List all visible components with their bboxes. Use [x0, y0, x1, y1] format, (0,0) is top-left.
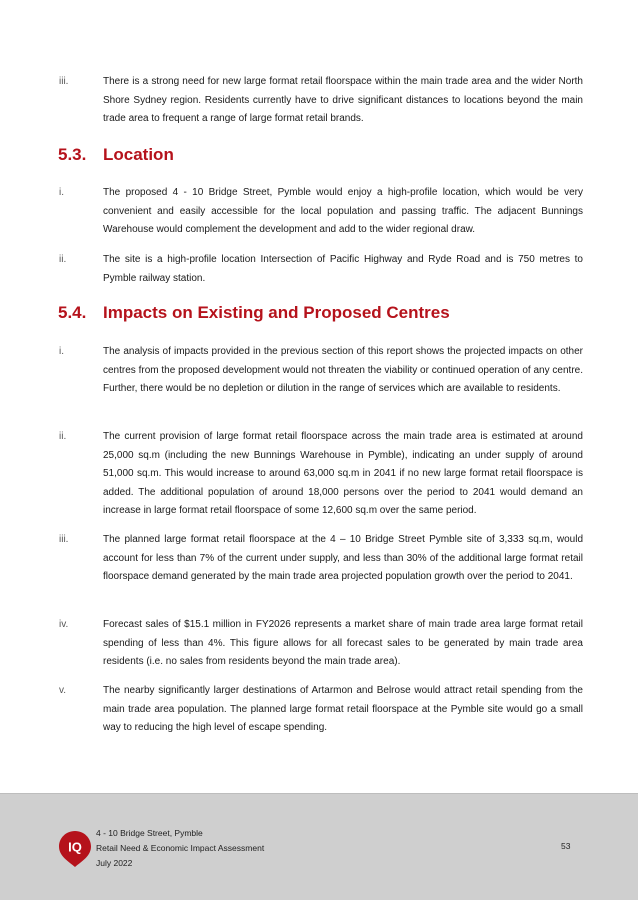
list-item	[58, 343, 583, 399]
section-title: Impacts on Existing and Proposed Centres	[103, 303, 450, 322]
item-text: The analysis of impacts provided in the previous section of this report shows the projected impacts on other centres from the proposed development would not threaten the viability or continued operation of any centre. Further, there would be no depletion or dilution in the range of services which are available to residents.	[103, 346, 583, 394]
item-number: ii.	[59, 431, 67, 442]
list-item	[58, 73, 583, 129]
logo-text: IQ	[68, 839, 82, 855]
section-title: Location	[103, 145, 174, 164]
item-number: i.	[59, 346, 64, 357]
item-text: The site is a high-profile location Intersection of Pacific Highway and Ryde Road and is 750 metres to Pymble railway station.	[103, 254, 583, 284]
page-number: 53	[561, 841, 571, 851]
item-text: The nearby significantly larger destinations of Artarmon and Belrose would attract retail spending from the main trade area population. The planned large format retail floorspace at the Pymble site would go a small way to reducing the high level of escape spending.	[103, 685, 583, 733]
list-item	[58, 616, 583, 672]
item-number: ii.	[59, 254, 67, 265]
item-number: iii.	[59, 534, 69, 545]
item-text: The planned large format retail floorspace at the 4 – 10 Bridge Street Pymble site of 3,333 sq.m, would account for less than 7% of the current under supply, and less than 30% of the additional large format retail floorspace demand generated by the main trade area projected population growth over the period to 2041.	[103, 534, 583, 582]
section-heading-location	[58, 145, 174, 165]
item-number: iii.	[59, 76, 69, 87]
item-number: v.	[59, 685, 67, 696]
list-item	[58, 251, 583, 288]
list-item	[58, 682, 583, 738]
list-item	[58, 428, 583, 521]
list-item	[58, 531, 583, 587]
footer-address: 4 - 10 Bridge Street, Pymble	[96, 828, 203, 838]
item-text: There is a strong need for new large format retail floorspace within the main trade area and the wider North Shore Sydney region. Residents currently have to drive significant distances to locations beyond the main trade area to frequent a range of large format retail brands.	[103, 76, 583, 124]
footer-divider	[0, 793, 638, 794]
item-number: iv.	[59, 619, 69, 630]
item-text: The current provision of large format retail floorspace across the main trade area is estimated at around 25,000 sq.m (including the new Bunnings Warehouse in Pymble), indicating an under supply of around 51,000 sq.m. This would increase to around 63,000 sq.m in 2041 if no new large format retail floorspace is added. The additional population of around 18,000 persons over the period to 2041 would demand an increase in large format retail floorspace of some 12,600 sq.m over the same period.	[103, 431, 583, 516]
item-number: i.	[59, 187, 64, 198]
section-number: 5.3.	[58, 145, 87, 164]
iq-logo-icon	[58, 830, 92, 868]
section-heading-impacts	[58, 303, 450, 323]
footer-info	[96, 826, 264, 871]
item-text: The proposed 4 - 10 Bridge Street, Pymble would enjoy a high-profile location, which would be very convenient and easily accessible for the local population and passing traffic. The adjacent Bunnings Warehouse would complement the development and add to the wider regional draw.	[103, 187, 583, 235]
footer-date: July 2022	[96, 858, 133, 868]
footer-report-title: Retail Need & Economic Impact Assessment	[96, 843, 265, 853]
item-text: Forecast sales of $15.1 million in FY2026 represents a market share of main trade area large format retail spending of less than 4%. This figure allows for all forecast sales to be generated by main trade area residents (i.e. no sales from residents beyond the main trade area).	[103, 619, 583, 667]
list-item	[58, 184, 583, 240]
section-number: 5.4.	[58, 303, 87, 322]
